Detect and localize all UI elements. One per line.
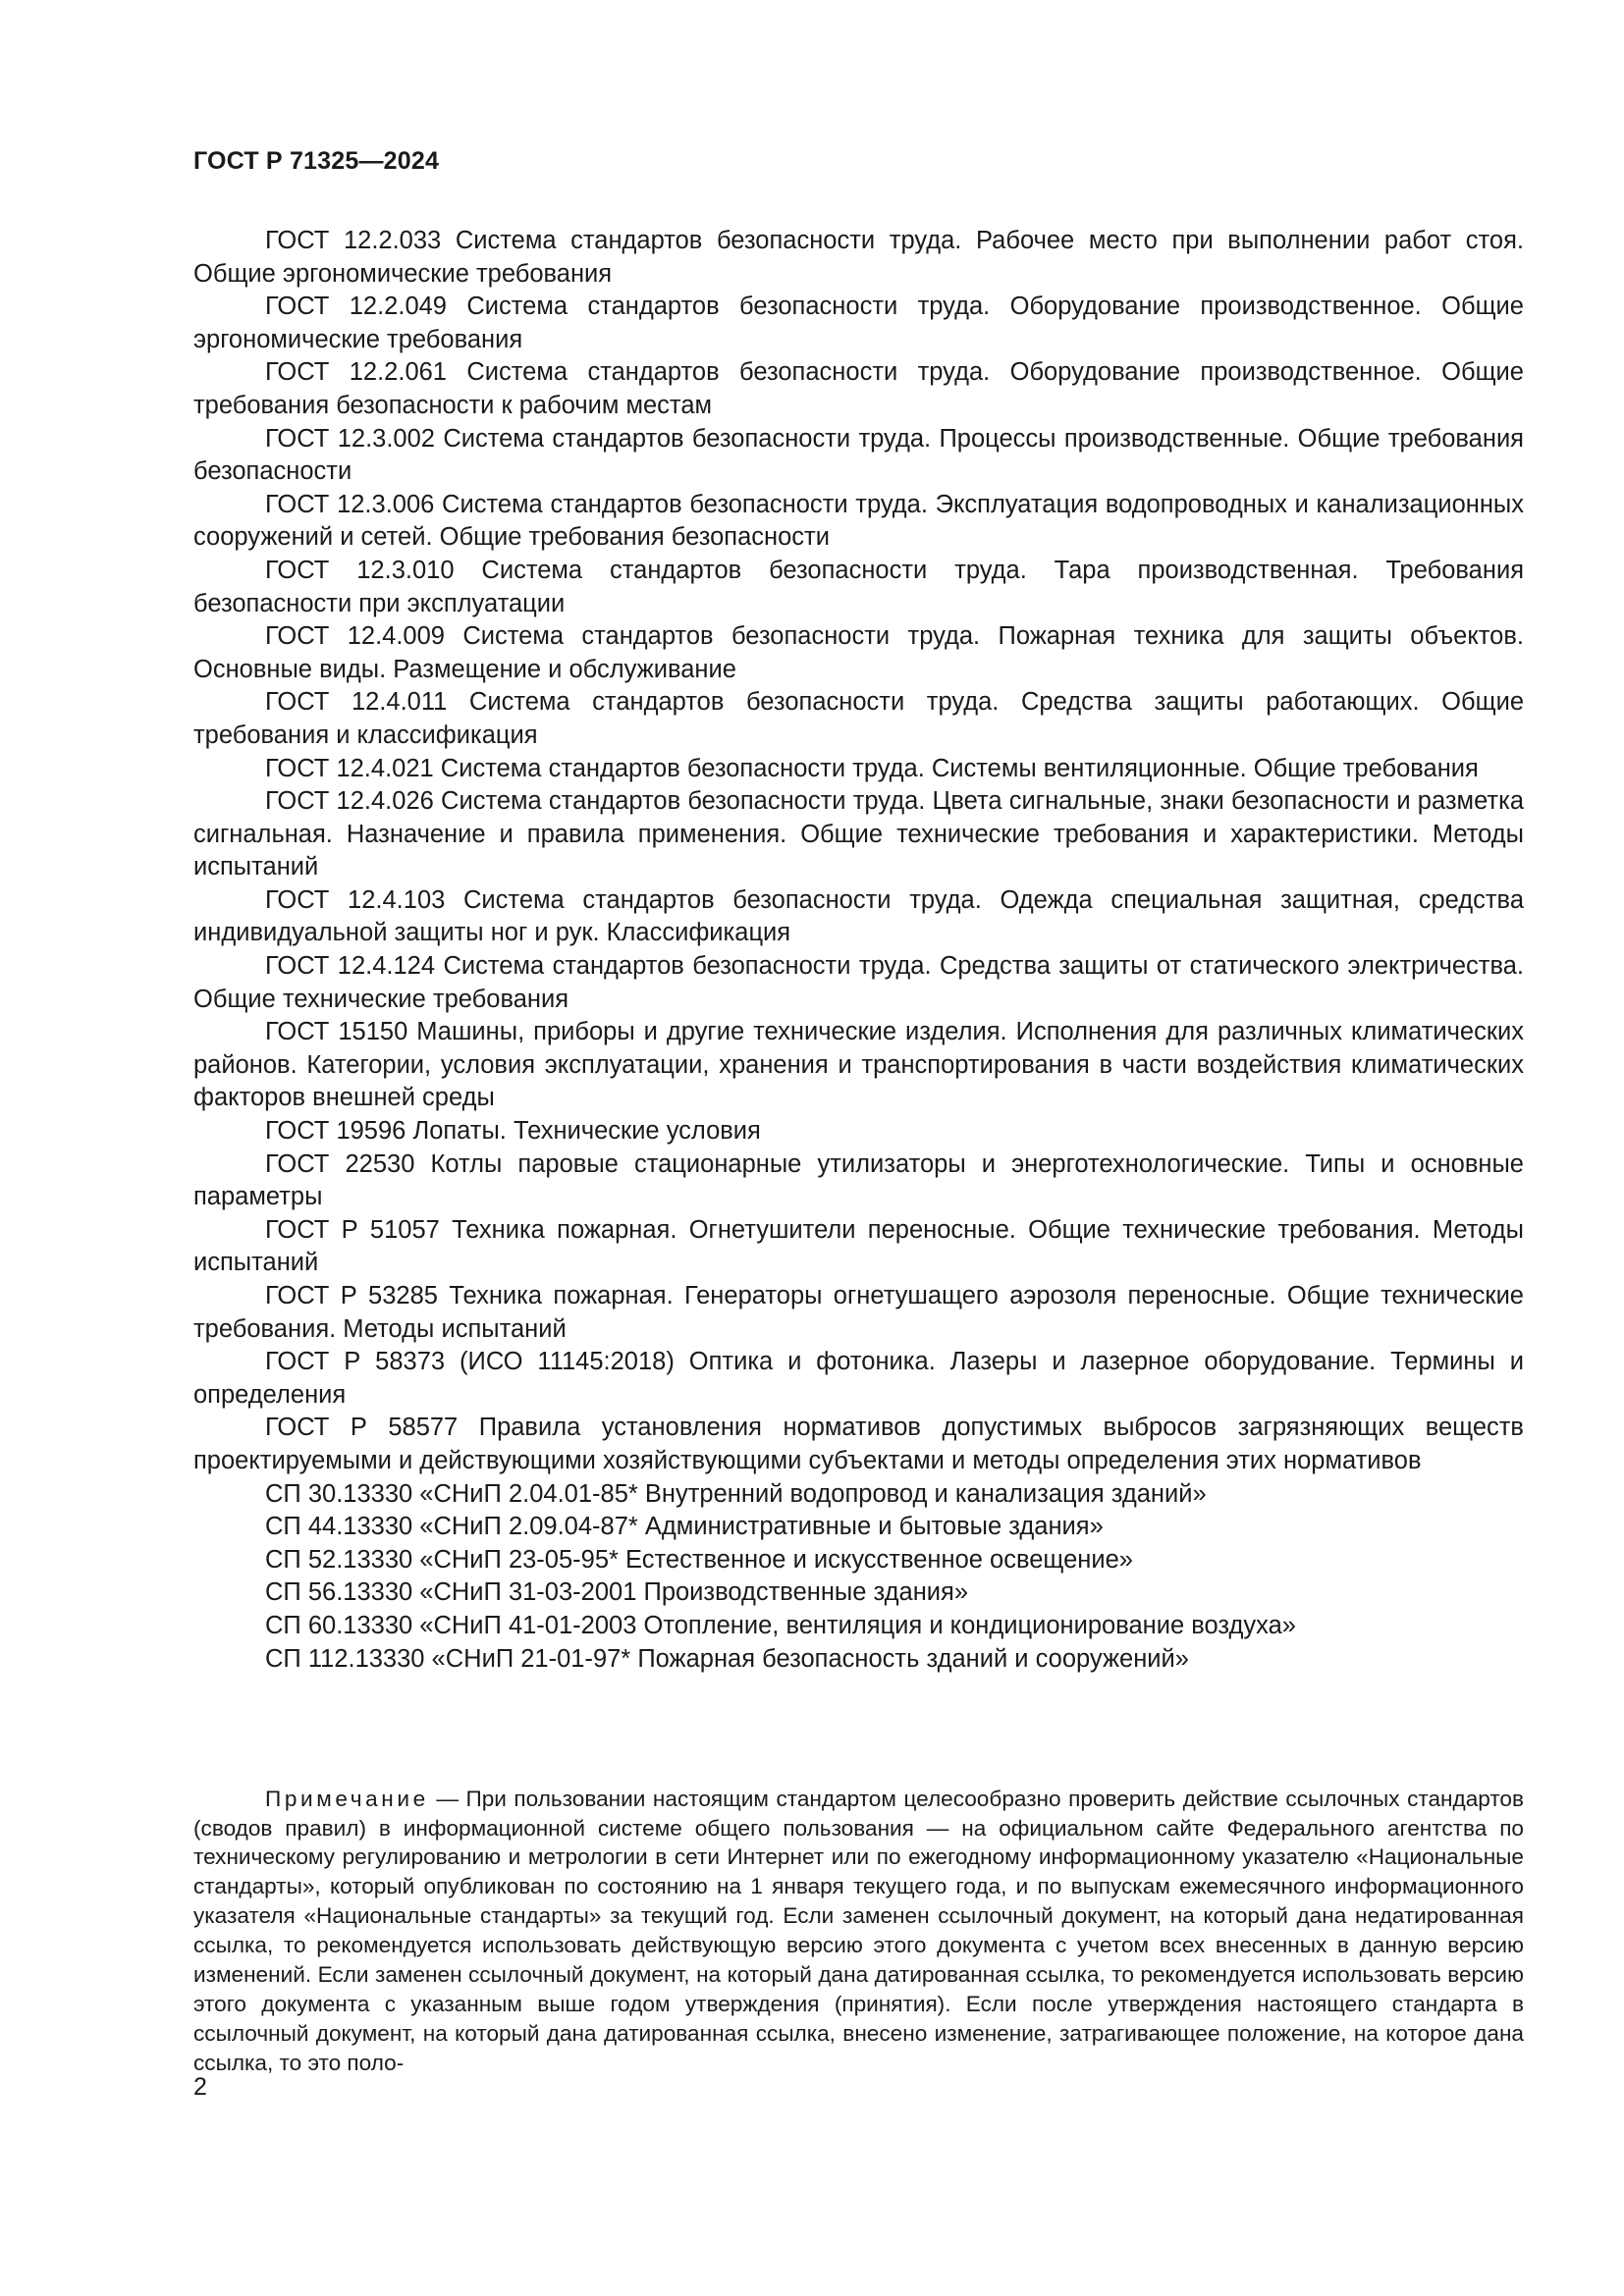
reference-title: Лопаты. Технические условия [412,1117,761,1146]
reference-code: ГОСТ Р 53285 [265,1282,438,1309]
reference-code: ГОСТ 12.2.049 [265,293,447,321]
reference-title: Система стандартов безопасности труда. Тара производственная. Требования безопасности при эксплуатации [193,556,1524,617]
reference-title: Система стандартов безопасности труда. Цвета сигнальные, знаки безопасности и разметка сигнальная. Назначение и правила применения. Общие технические требования и характеристики. Методы испытаний [193,787,1524,881]
reference-code: СП 30.13330 «СНиП 2.04.01-85* [265,1479,638,1508]
reference-title: Котлы паровые стационарные утилизаторы и энерготехнологические. Типы и основные параметры [193,1149,1524,1211]
reference-code: ГОСТ 12.4.103 [265,885,446,914]
reference-item [193,1643,1524,1677]
reference-code: ГОСТ 12.3.002 [265,424,435,453]
reference-item [193,884,1524,950]
reference-item [193,686,1524,752]
reference-item [193,950,1524,1016]
reference-title: Система стандартов безопасности труда. Процессы производственные. Общие требования безопасности [193,424,1524,486]
reference-title: Система стандартов безопасности труда. Пожарная техника для защиты объектов. Основные виды. Размещение и обслуживание [193,622,1524,683]
reference-code: ГОСТ 12.3.006 [265,490,435,518]
reference-item [193,1610,1524,1643]
page-number: 2 [193,2073,207,2101]
reference-title: Система стандартов безопасности труда. Средства защиты работающих. Общие требования и классификация [193,688,1524,749]
reference-item [193,620,1524,686]
reference-item [193,1148,1524,1214]
reference-item [193,291,1524,356]
reference-code: СП 52.13330 «СНиП 23-05-95* [265,1545,619,1574]
reference-title: Система стандартов безопасности труда. Оборудование производственное. Общие эргономические требования [193,293,1524,353]
reference-item [193,785,1524,884]
reference-title: Оптика и фотоника. Лазеры и лазерное оборудование. Термины и определения [193,1348,1524,1409]
reference-title: Система стандартов безопасности труда. Рабочее место при выполнении работ стоя. Общие эргономические требования [193,227,1525,288]
note-text: — При пользовании настоящим стандартом целесообразно проверить действие ссылочных стандартов (сводов правил) в информационной системе общего пользования — на официальном сайте Федерального агентства по техническому регулированию и метрологии в сети Интернет или по ежегодному информационному указателю «Национальные стандарты», который опубликован по состоянию на 1 января текущего года, и по выпускам ежемесячного информационного указателя «Национальные стандарты» за текущий год. Если заменен ссылочный документ, на который дана недатированная ссылка, то рекомендуется использовать действующую версию этого документа с учетом всех внесенных в данную версию изменений. Если заменен ссылочный документ, на который дана датированная ссылка, то рекомендуется использовать версию этого документа с указанным выше годом утверждения (принятия). Если после утверждения настоящего стандарта в ссылочный документ, на который дана датированная ссылка, внесено изменение, затрагивающее положение, на которое дана ссылка, то это поло- [193,1786,1524,2075]
reference-item [193,1544,1524,1577]
reference-item [193,1280,1524,1346]
reference-code: ГОСТ 12.3.010 [265,556,455,584]
reference-title: Машины, приборы и другие технические изделия. Исполнения для различных климатических районов. Категории, условия эксплуатации, хранения и транспортирования в части воздействия климатических факторов внешней среды [193,1018,1525,1112]
reference-title: Пожарная безопасность зданий и сооружений» [637,1644,1189,1673]
reference-code: ГОСТ Р 58577 [265,1414,459,1442]
reference-title: Правила установления нормативов допустимых выбросов загрязняющих веществ проектируемыми и действующими хозяйствующими субъектами и методы определения этих нормативов [193,1414,1524,1474]
reference-item [193,1016,1524,1115]
reference-code: СП 112.13330 «СНиП 21-01-97* [265,1644,631,1673]
reference-item [193,1115,1524,1148]
reference-note [193,1785,1524,2078]
reference-code: ГОСТ 12.4.124 [265,952,436,981]
reference-title: Система стандартов безопасности труда. Эксплуатация водопроводных и канализационных сооружений и сетей. Общие требования безопасности [193,490,1524,552]
reference-item [193,1412,1524,1477]
reference-item [193,1576,1524,1610]
document-header: ГОСТ Р 71325—2024 [193,147,440,175]
reference-item [193,555,1524,620]
reference-item [193,225,1524,291]
reference-title: Система стандартов безопасности труда. Оборудование производственное. Общие требования безопасности к рабочим местам [193,358,1524,419]
reference-title: Внутренний водопровод и канализация зданий» [644,1479,1207,1508]
reference-title: Административные и бытовые здания» [644,1513,1104,1541]
reference-code: СП 56.13330 «СНиП 31-03-2001 [265,1578,637,1607]
reference-code: ГОСТ 12.4.011 [265,688,448,717]
reference-title: Техника пожарная. Генераторы огнетушащего аэрозоля переносные. Общие технические требования. Методы испытаний [193,1282,1524,1343]
reference-code: ГОСТ 12.4.009 [265,622,445,651]
reference-item [193,1511,1524,1544]
reference-title: Отопление, вентиляция и кондиционирование воздуха» [643,1611,1296,1639]
reference-item [193,489,1524,555]
reference-code: СП 60.13330 «СНиП 41-01-2003 [265,1611,637,1639]
reference-title: Техника пожарная. Огнетушители переносные. Общие технические требования. Методы испытаний [193,1215,1524,1277]
reference-code: СП 44.13330 «СНиП 2.09.04-87* [265,1513,638,1541]
note-label: Примечание [265,1786,429,1811]
reference-title: Система стандартов безопасности труда. Системы вентиляционные. Общие требования [440,754,1479,782]
reference-code: ГОСТ 19596 [265,1117,406,1146]
reference-item [193,1214,1524,1280]
reference-code: ГОСТ 12.2.033 [265,227,442,254]
reference-code: ГОСТ 22530 [265,1149,415,1178]
reference-title: Система стандартов безопасности труда. Средства защиты от статического электричества. Общие технические требования [193,952,1525,1013]
normative-references-list [193,225,1524,1676]
reference-code: ГОСТ 15150 [265,1018,408,1046]
reference-item [193,1478,1524,1512]
reference-item [193,423,1524,489]
reference-title: Естественное и искусственное освещение» [625,1545,1133,1574]
reference-item [193,356,1524,422]
reference-title: Производственные здания» [643,1578,969,1607]
reference-code: ГОСТ 12.2.061 [265,358,447,387]
reference-code: ГОСТ 12.4.026 [265,787,434,816]
reference-item [193,1346,1524,1412]
reference-item [193,753,1524,786]
reference-code: ГОСТ Р 58373 (ИСО 11145:2018) [265,1348,675,1376]
reference-code: ГОСТ 12.4.021 [265,754,434,782]
reference-title: Система стандартов безопасности труда. Одежда специальная защитная, средства индивидуальной защиты ног и рук. Классификация [193,885,1525,947]
reference-code: ГОСТ Р 51057 [265,1215,440,1244]
